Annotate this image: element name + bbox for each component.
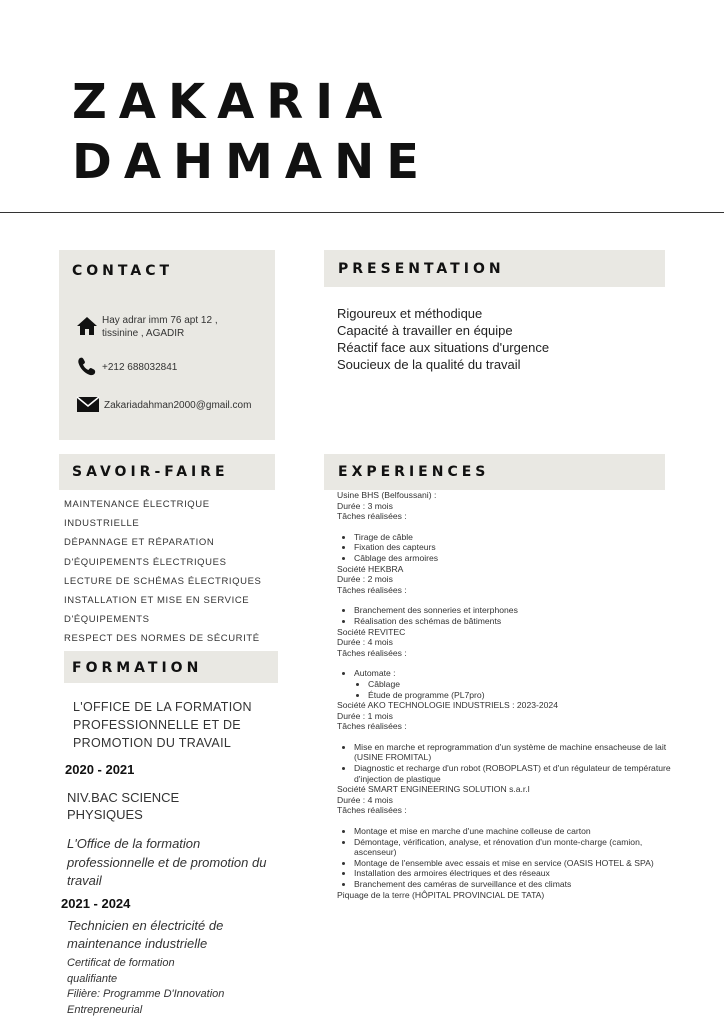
email-address[interactable]: Zakariadahman2000@gmail.com [104, 400, 252, 411]
experience-task-list [337, 668, 682, 700]
experience-company: Usine BHS (Belfoussani) : [337, 490, 437, 500]
org-line: travail [67, 873, 102, 888]
formation-diploma-1 [67, 789, 179, 823]
cert-line: Filière: Programme D'Innovation [67, 988, 225, 1000]
experience-tasks-label: Tâches réalisées : [337, 511, 407, 522]
savoir-faire-heading: SAVOIR-FAIRE [72, 464, 229, 480]
org-line: L'Office de la formation [67, 836, 201, 851]
experience-duration: Durée : 1 mois [337, 710, 393, 721]
experience-extra: Piquage de la terre (HÔPITAL PROVINCIAL DE TATA) [337, 889, 545, 900]
experience-company: Société HEKBRA [337, 563, 404, 574]
org-line: L'OFFICE DE LA FORMATION [73, 700, 252, 714]
presentation-line: Capacité à travailler en équipe [337, 323, 513, 338]
cert-line: Entrepreneurial [67, 1003, 143, 1016]
experience-task: • Branchement des sonneries et interphones [354, 605, 682, 616]
experience-tasks-label: Tâches réalisées : [337, 647, 407, 658]
experience-tasks-label: Tâches réalisées : [337, 805, 407, 816]
experience-task-list [337, 532, 682, 564]
experience-subtask: • Câblage [368, 679, 682, 690]
experience-subtask-list [354, 679, 682, 700]
phone-number[interactable]: +212 688032841 [102, 362, 178, 373]
skill-line: D'ÉQUIPEMENTS [64, 614, 150, 626]
experience-duration: Durée : 3 mois [337, 500, 393, 511]
skill-line: MAINTENANCE ÉLECTRIQUE [64, 499, 210, 510]
presentation-heading: PRESENTATION [338, 261, 505, 277]
skills-list [64, 495, 261, 649]
experience-task: • Fixation des capteurs [354, 542, 682, 553]
experience-duration: Durée : 2 mois [337, 574, 393, 585]
experiences-heading: EXPERIENCES [338, 464, 490, 480]
cert-line: Certificat de formation [67, 957, 175, 969]
presentation-text [337, 305, 549, 373]
address-line-2: tissinine , AGADIR [102, 328, 185, 339]
experience-tasks-label: Tâches réalisées : [337, 721, 407, 732]
contact-email [76, 395, 251, 416]
experience-task: • Montage et mise en marche d'une machine colleuse de carton [354, 826, 682, 837]
experience-task: • Démontage, vérification, analyse, et rénovation d'un monte-charge (camion, ascenseur) [354, 837, 682, 858]
skill-line: D'ÉQUIPEMENTS ÉLECTRIQUES [64, 556, 227, 568]
experience-company: Société AKO TECHNOLOGIE INDUSTRIELS : 2023-2024 [337, 700, 558, 711]
home-icon [76, 316, 102, 339]
experience-task-list [337, 826, 682, 890]
formation-org-2 [67, 835, 266, 891]
formation-years-2: 2021 - 2024 [61, 896, 131, 911]
diploma-line: maintenance industrielle [67, 936, 208, 951]
formation-diploma-2 [67, 917, 223, 953]
skill-line: LECTURE DE SCHÉMAS ÉLECTRIQUES [64, 575, 262, 587]
formation-heading: FORMATION [72, 660, 203, 676]
skill-line: DÉPANNAGE ET RÉPARATION [64, 537, 215, 549]
experience-duration: Durée : 4 mois [337, 794, 393, 805]
experience-task: • Installation des armoires électriques et des réseaux [354, 868, 682, 879]
skill-line: INDUSTRIELLE [64, 518, 140, 530]
experience-task-list [337, 742, 682, 784]
contact-phone [76, 356, 177, 379]
experience-task: • Câblage des armoires [354, 553, 682, 564]
experience-duration: Durée : 4 mois [337, 637, 393, 648]
presentation-line: Réactif face aux situations d'urgence [337, 340, 550, 355]
experience-task [354, 668, 682, 700]
formation-years-1: 2020 - 2021 [65, 762, 135, 777]
envelope-icon [76, 395, 104, 416]
cert-line: qualifiante [67, 972, 118, 985]
contact-heading: CONTACT [72, 263, 174, 279]
formation-certificate [67, 956, 224, 1018]
experience-task-label: Automate : [354, 668, 396, 679]
experience-company: Société REVITEC [337, 626, 406, 637]
experience-task: • Branchement des caméras de surveillance et des climats [354, 879, 682, 890]
formation-org-1 [73, 698, 252, 752]
experience-task: • Tirage de câble [354, 532, 682, 543]
diploma-line: NIV.BAC SCIENCE [67, 790, 180, 805]
org-line: PROMOTION DU TRAVAIL [73, 736, 232, 750]
experience-task: • Montage de l'ensemble avec essais et mise en service (OASIS HOTEL & SPA) [354, 858, 682, 869]
diploma-line: PHYSIQUES [67, 807, 143, 822]
experience-subtask: • Étude de programme (PL7pro) [368, 690, 682, 701]
experience-company: Société SMART ENGINEERING SOLUTION s.a.r.l [337, 784, 530, 795]
phone-icon [76, 356, 102, 379]
presentation-line: Soucieux de la qualité du travail [337, 357, 521, 372]
experiences-list [337, 490, 682, 900]
presentation-line: Rigoureux et méthodique [337, 306, 483, 321]
contact-address [76, 314, 218, 340]
experience-task: • Réalisation des schémas de bâtiments [354, 616, 682, 627]
experience-task: • Mise en marche et reprogrammation d'un système de machine ensacheuse de lait (USINE FROMITAL) [354, 742, 682, 763]
skill-line: INSTALLATION ET MISE EN SERVICE [64, 595, 250, 607]
org-line: professionnelle et de promotion du [67, 854, 267, 870]
experience-task-list [337, 605, 682, 626]
header-divider [0, 212, 724, 213]
skill-line: RESPECT DES NORMES DE SÉCURITÉ [64, 633, 260, 645]
experience-tasks-label: Tâches réalisées : [337, 584, 407, 595]
address-line-1: Hay adrar imm 76 apt 12 , [102, 315, 218, 326]
experience-task: • Diagnostic et recharge d'un robot (ROBOPLAST) et d'un régulateur de température d'injection de plastique [354, 763, 682, 784]
org-line: PROFESSIONNELLE ET DE [73, 718, 241, 732]
candidate-name: ZAKARIA DAHMANE [72, 74, 432, 190]
diploma-line: Technicien en électricité de [67, 918, 224, 933]
